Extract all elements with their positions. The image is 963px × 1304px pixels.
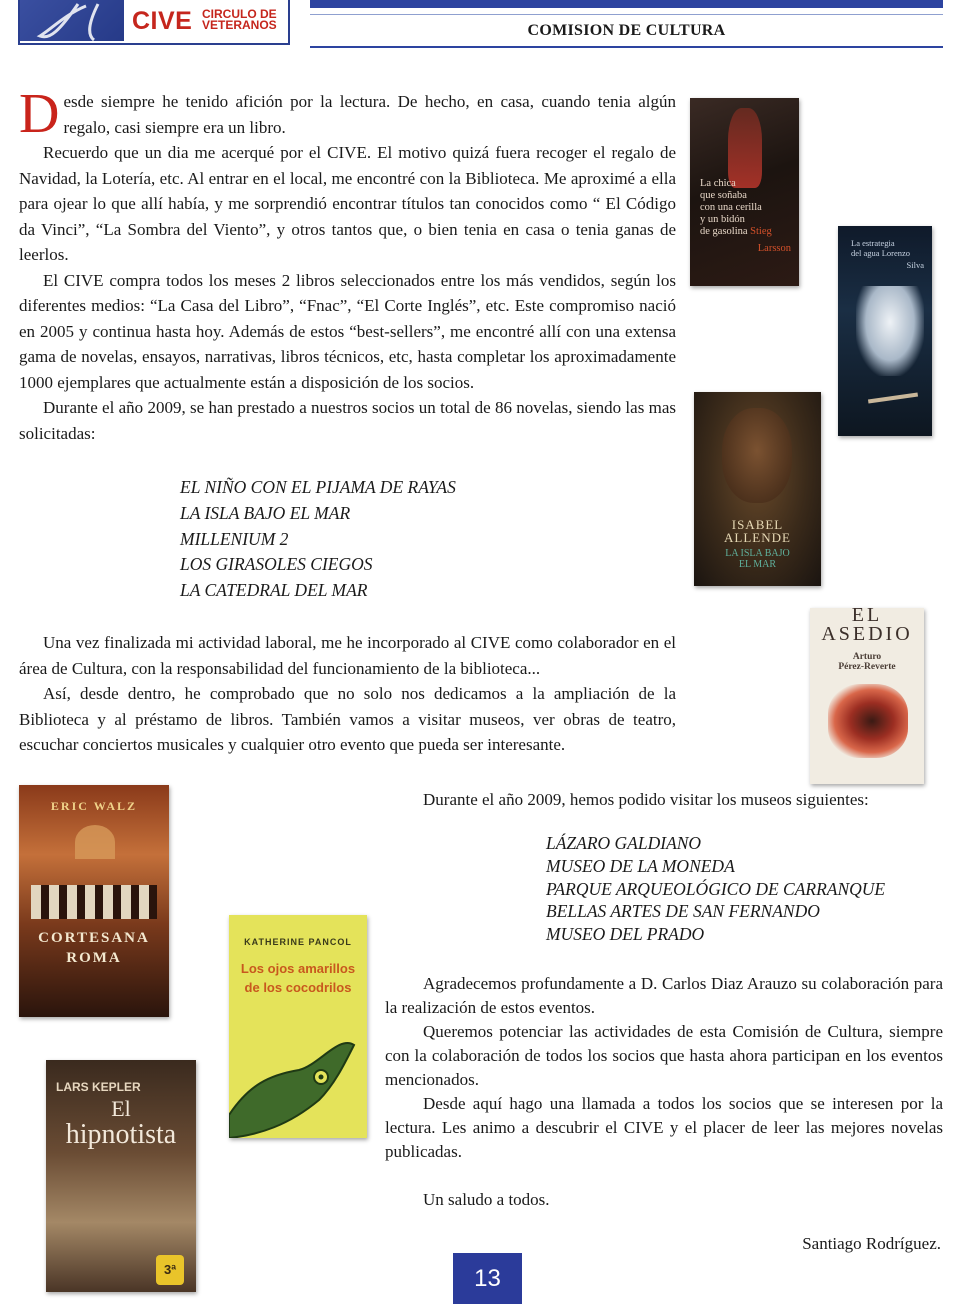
list-item: LÁZARO GALDIANO	[546, 833, 702, 853]
book-author-line: ISABEL	[731, 517, 784, 532]
book-cover-silva	[838, 226, 932, 436]
book-title-line: y un bidón	[700, 214, 745, 225]
book-cover-walz	[19, 785, 169, 1017]
list-item: LOS GIRASOLES CIEGOS	[180, 554, 373, 575]
logo-subtitle	[202, 9, 277, 31]
book-cover-pancol	[229, 915, 367, 1138]
article-intro	[19, 83, 676, 446]
book-author-line: Pérez-Reverte	[838, 662, 896, 672]
paragraph-9: Queremos potenciar las actividades de esta Comisión de Cultura, siempre con la colaboración de todos los socios que hasta ahora participan en los eventos mencionados.	[385, 1022, 943, 1089]
article-closing	[385, 972, 943, 1164]
paragraph-1	[19, 83, 676, 145]
book-author	[810, 652, 924, 672]
page-number: 13	[453, 1253, 522, 1304]
list-item: BELLAS ARTES DE SAN FERNANDO	[546, 901, 820, 922]
cover-dome	[75, 825, 115, 859]
book-title	[19, 928, 169, 968]
book-title	[46, 1096, 196, 1148]
signature: Santiago Rodríguez.	[802, 1234, 941, 1253]
book-title	[229, 959, 367, 997]
logo-swirl-icon	[20, 0, 124, 41]
book-title-line: Los ojos amarillos	[240, 961, 356, 976]
paragraph-6: Así, desde dentro, he comprobado que no solo nos dedicamos a la ampliación de la Biblioteca y al préstamo de libros. También vamos a visitar museos, ver obras de teatro, escuchar conciertos musicales y cualquier otro evento que pueda ser interesante.	[19, 684, 676, 754]
crocodile-icon	[229, 1015, 367, 1138]
book-author: ERIC WALZ	[50, 799, 138, 813]
book-title-line: CORTESANA	[38, 930, 150, 946]
paragraph-5: Una vez finalizada mi actividad laboral, me he incorporado al CIVE como colaborador en el área de Cultura, con la responsabilidad del funcionamiento de la biblioteca...	[19, 633, 676, 678]
book-author	[694, 518, 821, 544]
cover-splash	[856, 286, 924, 376]
book-author: Silva	[906, 260, 924, 270]
list-item: MUSEO DEL PRADO	[546, 924, 705, 945]
paragraph-1-text: esde siempre he tenido afición por la lectura. De hecho, en casa, cuando tenia algún regalo, casi siempre era un libro.	[63, 92, 676, 137]
book-author: Lorenzo	[881, 248, 911, 258]
book-author: LARS KEPLER	[56, 1080, 141, 1094]
cover-figure	[728, 108, 762, 188]
logo-text: CIVE	[132, 7, 193, 35]
book-author-line: ALLENDE	[724, 530, 791, 545]
book-title-line: La chica	[700, 178, 736, 189]
book-title-line: de los cocodrilos	[244, 980, 352, 995]
paragraph-3: El CIVE compra todos los meses 2 libros seleccionados entre los más vendidos, según los diferentes medios: “La Casa del Libro”, “Fnac”, “El Corte Inglés”, etc. Este compromiso nació en 2005 y continua hasta hoy. Además de estos “best-sellers”, me encontré allí con una extensa gama de novelas, ensayos, narrativas, libros técnicos, etc, hasta completar los aproximadamente 1000 ejemplares que actualmente están a disposición de los socios.	[19, 270, 676, 392]
book-title-line: ROMA	[66, 950, 122, 966]
book-author-line: Arturo	[852, 652, 882, 662]
book-title-line: de gasolina	[700, 226, 748, 237]
edition-badge: 3ª	[156, 1255, 184, 1285]
header-bar	[310, 0, 943, 8]
book-title-line: ASEDIO	[821, 623, 913, 645]
book-title-line: que soñaba	[700, 190, 747, 201]
book-title-line: hipnotista	[65, 1119, 177, 1150]
header-rule-bottom	[310, 46, 943, 48]
cover-burn	[828, 684, 908, 758]
book-title-line: El	[111, 1096, 131, 1121]
cover-colonnade	[31, 885, 157, 919]
paragraph-2: Recuerdo que un dia me acerqué por el CIVE. El motivo quizá fuera recoger el regalo de Navidad, la Lotería, etc. Al entrar en el local, me encontré con la Biblioteca. Me aproximé a ella para ojear lo que allí había, y me sorprendió encontrar títulos tan conocidos como “ El Código da Vinci”, “La Sombra del Viento”, y otros tantos que, o bien tenia en casa o tenia ganas de leerlos.	[19, 143, 676, 264]
book-title	[810, 608, 924, 644]
book-cover-asedio	[810, 608, 924, 784]
section-title: COMISION DE CULTURA	[527, 22, 726, 39]
book-author: Stieg	[750, 226, 772, 237]
museums-list	[546, 832, 885, 946]
paragraph-8: Agradecemos profundamente a D. Carlos Diaz Arauzo su colaboración para la realización de estos eventos.	[385, 974, 943, 1017]
book-title	[694, 548, 821, 570]
book-title	[851, 238, 910, 258]
list-item: MILLENIUM 2	[180, 528, 289, 549]
book-title	[700, 178, 772, 238]
logo	[18, 0, 290, 45]
list-item: LA ISLA BAJO EL MAR	[180, 502, 351, 523]
book-author: Larsson	[757, 243, 791, 254]
cover-face	[722, 408, 792, 503]
list-item: MUSEO DE LA MONEDA	[546, 855, 735, 876]
book-title-line: con una cerilla	[700, 202, 762, 213]
book-title-line: EL	[851, 608, 883, 626]
paragraph-10: Desde aquí hago una llamada a todos los socios que se interesen por la lectura. Les animo a descubrir el CIVE y el placer de leer las mejores novelas publicadas.	[385, 1094, 943, 1161]
book-title-line: La estrategia	[851, 238, 895, 248]
paragraph-7: Durante el año 2009, hemos podido visitar los museos siguientes:	[423, 790, 869, 809]
logo-subtitle-line1: CIRCULO DE	[202, 7, 277, 21]
book-author: KATHERINE PANCOL	[244, 937, 352, 947]
cover-seesaw	[868, 393, 918, 404]
list-item: EL NIÑO CON EL PIJAMA DE RAYAS	[180, 477, 456, 497]
book-cover-allende	[694, 392, 821, 586]
book-cover-kepler	[46, 1060, 196, 1292]
book-cover-larsson	[690, 98, 799, 286]
list-item: LA CATEDRAL DEL MAR	[180, 580, 368, 601]
top-books-list	[180, 475, 456, 604]
logo-mark	[20, 0, 124, 41]
header-rule-top	[310, 14, 943, 15]
drop-cap: D	[19, 83, 60, 145]
article-middle	[19, 630, 676, 758]
book-title-line: del agua	[851, 248, 880, 258]
closing-line: Un saludo a todos.	[423, 1190, 550, 1209]
paragraph-4: Durante el año 2009, se han prestado a nuestros socios un total de 86 novelas, siendo las mas solicitadas:	[19, 398, 676, 443]
book-title-line: LA ISLA BAJO	[725, 548, 790, 559]
list-item: PARQUE ARQUEOLÓGICO DE CARRANQUE	[546, 878, 886, 899]
logo-subtitle-line2: VETERANOS	[202, 18, 277, 32]
book-title-line: EL MAR	[738, 559, 777, 570]
